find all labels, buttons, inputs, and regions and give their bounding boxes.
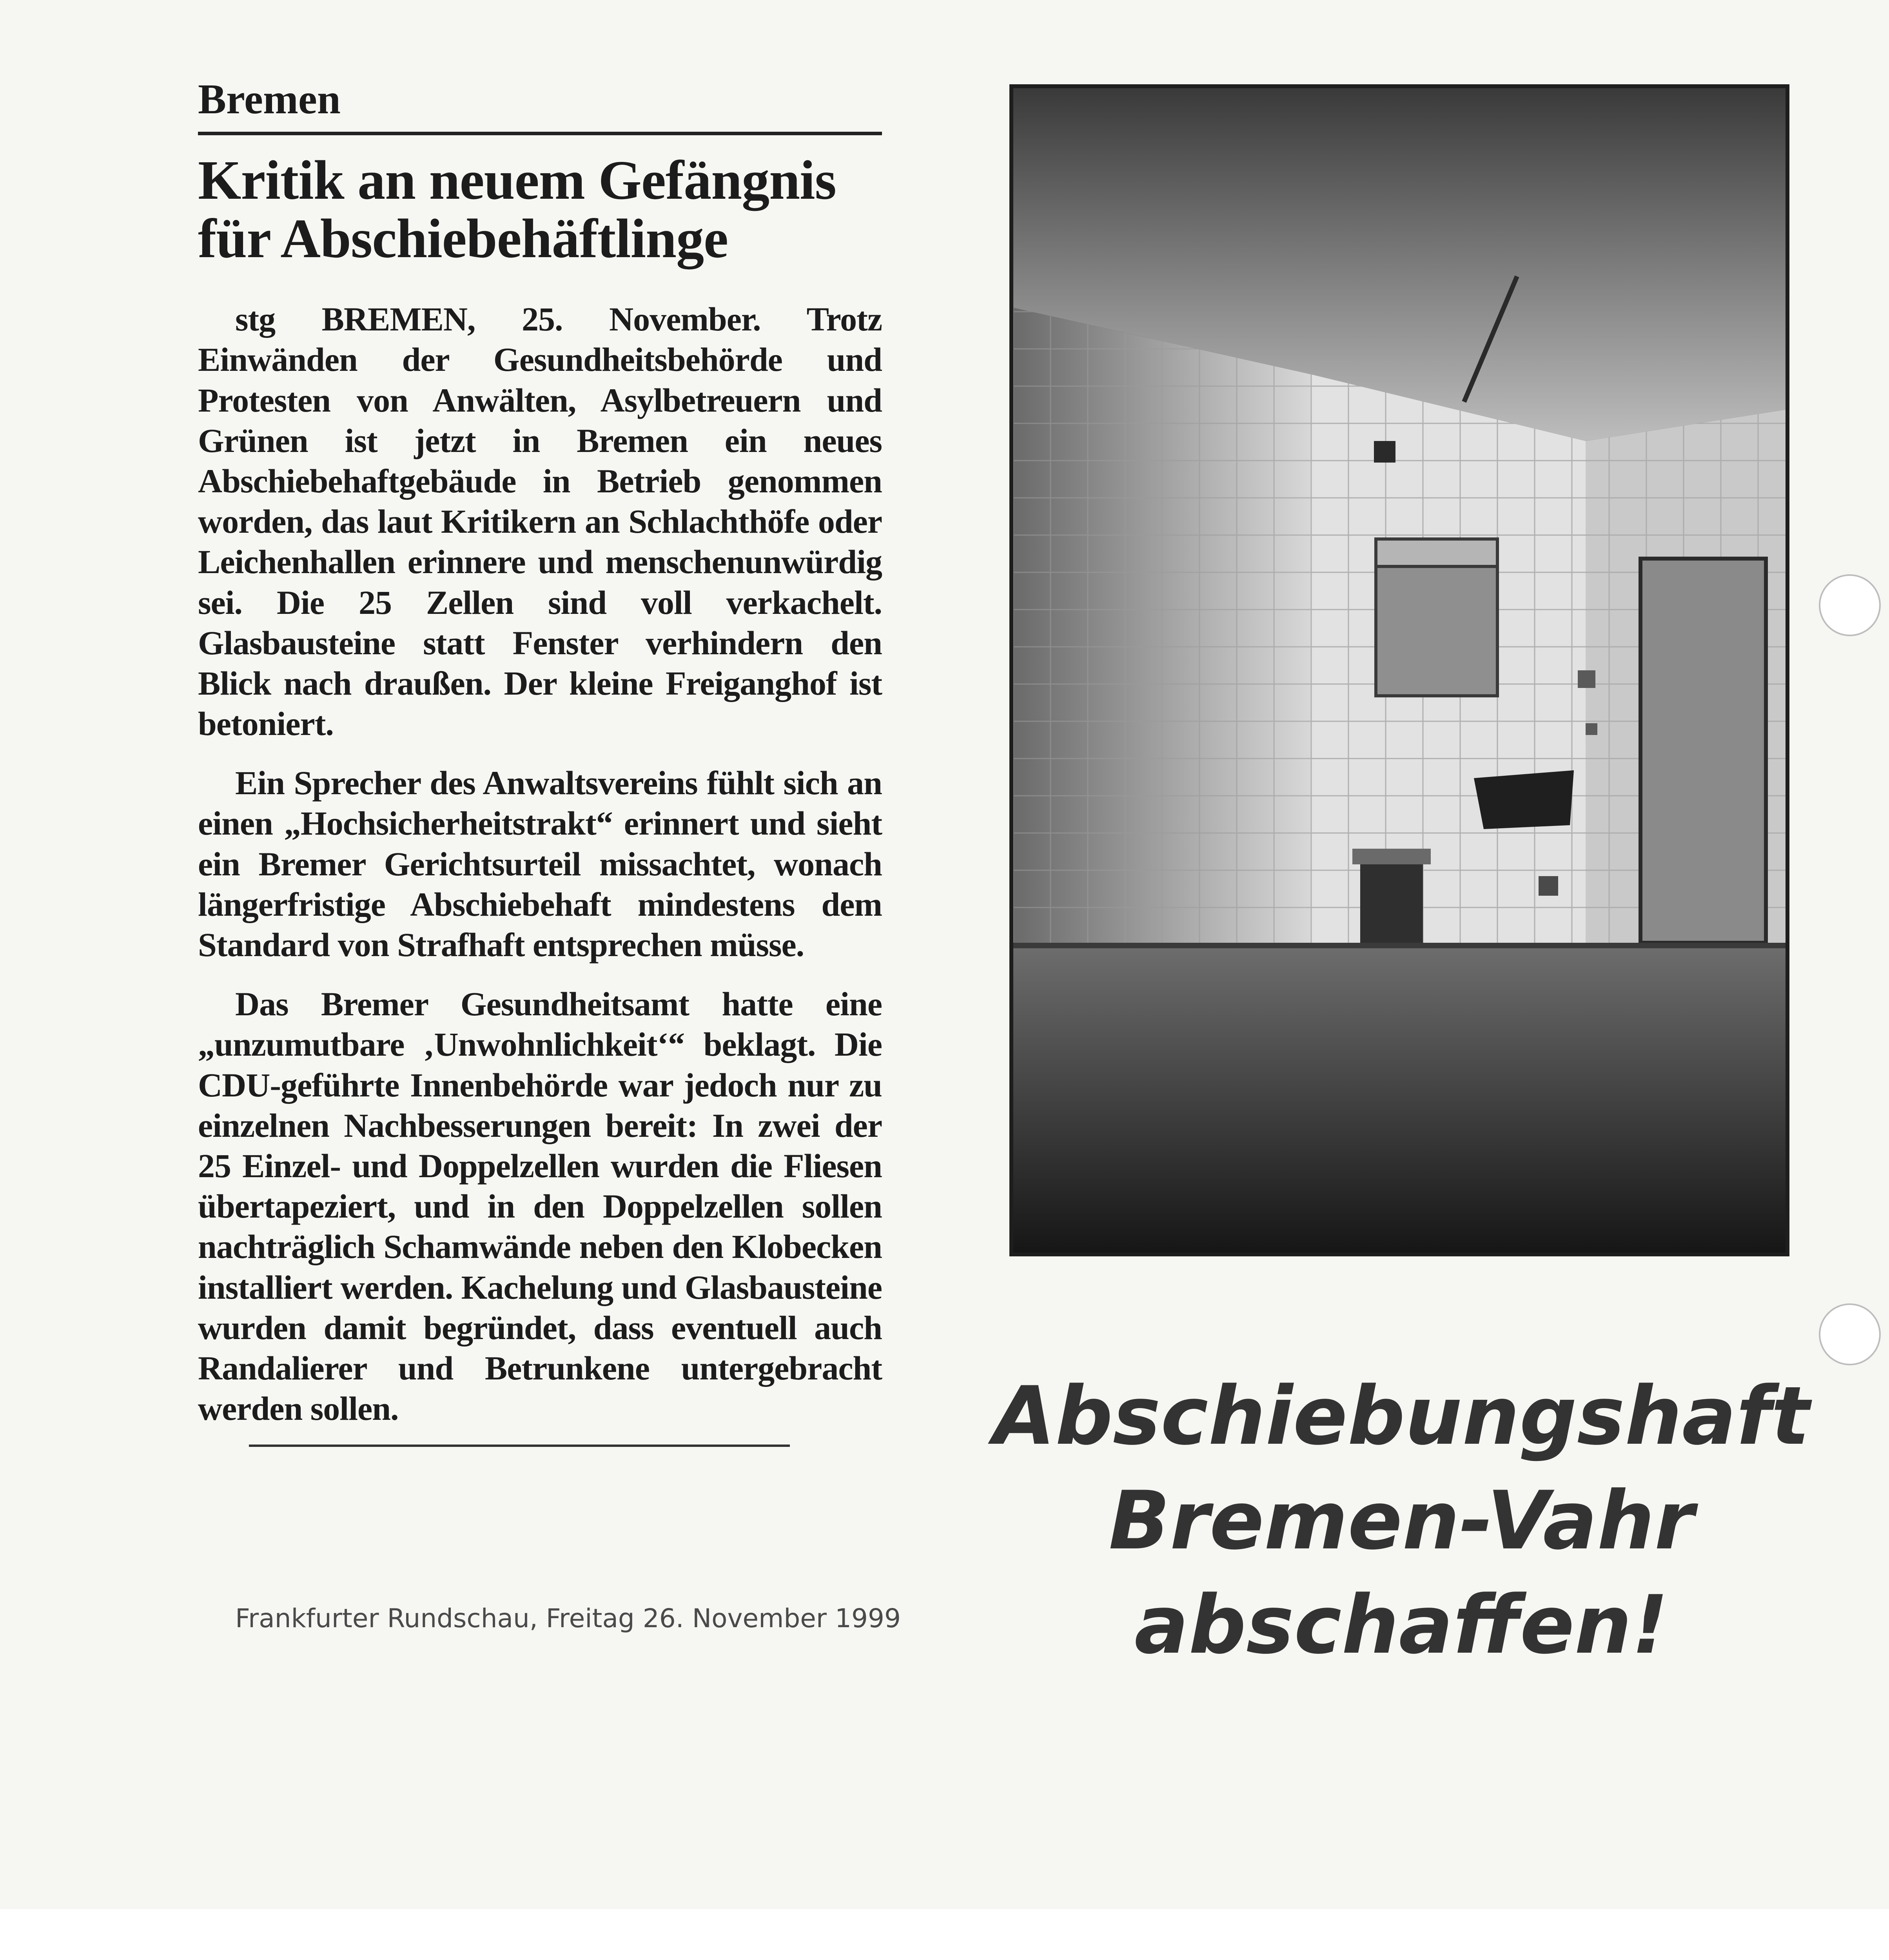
article-body <box>198 299 882 1429</box>
punch-hole-bottom <box>1819 1303 1881 1365</box>
article-paragraph-1: stg BREMEN, 25. November. Trotz Einwänden der Gesundheitsbehörde und Protesten von Anwälten, Asylbetreuern und Grünen ist jetzt in Bremen ein neues Abschiebehaftgebäude in Betrieb genommen worden, das laut Kritikern an Schlachthöfe oder Leichenhallen erinnere und menschenunwürdig sei. Die 25 Zellen sind voll verkachelt. Glasbausteine statt Fenster verhindern den Blick nach draußen. Der kleine Freiganghof ist betoniert. <box>198 300 882 743</box>
headline-line-2: für Abschiebehäftlinge <box>198 207 728 270</box>
protest-slogan <box>960 1364 1842 1678</box>
slogan-line-2: Bremen-Vahr <box>1109 1474 1694 1568</box>
section-label: Bremen <box>198 78 882 135</box>
article-source: Frankfurter Rundschau, Freitag 26. November 1999 <box>235 1603 901 1633</box>
article-paragraph-2: Ein Sprecher des Anwaltsvereins fühlt sich an einen „Hochsicherheitstrakt“ erinnert und sieht ein Bremer Gerichtsurteil missachtet, wonach längerfristige Abschiebehaft mindestens dem Standard von Strafhaft entsprechen müsse. <box>198 764 882 964</box>
slogan-line-3: abschaffen! <box>1134 1579 1669 1672</box>
article-end-rule <box>249 1445 790 1447</box>
cell-photo <box>1009 84 1789 1256</box>
headline-line-1: Kritik an neuem Gefängnis <box>198 149 836 211</box>
slogan-line-1: Abschiebungshaft <box>993 1370 1810 1463</box>
article-paragraph-3: Das Bremer Gesundheitsamt hatte eine „unzumutbare ‚Unwohnlichkeit‘“ beklagt. Die CDU-geführte Innenbehörde war jedoch nur zu einzelnen Nachbesserungen bereit: In zwei der 25 Einzel- und Doppelzellen wurden die Fliesen übertapeziert, und in den Doppelzellen sollen nachträglich Schamwände neben den Klobecken installiert werden. Kachelung und Glasbausteine wurden damit begründet, dass eventuell auch Randalierer und Betrunkene untergebracht werden sollen. <box>198 985 882 1428</box>
punch-hole-top <box>1819 574 1881 636</box>
article-headline <box>198 151 882 268</box>
cell-photo-image <box>1013 88 1786 1252</box>
newspaper-article <box>198 78 882 1447</box>
